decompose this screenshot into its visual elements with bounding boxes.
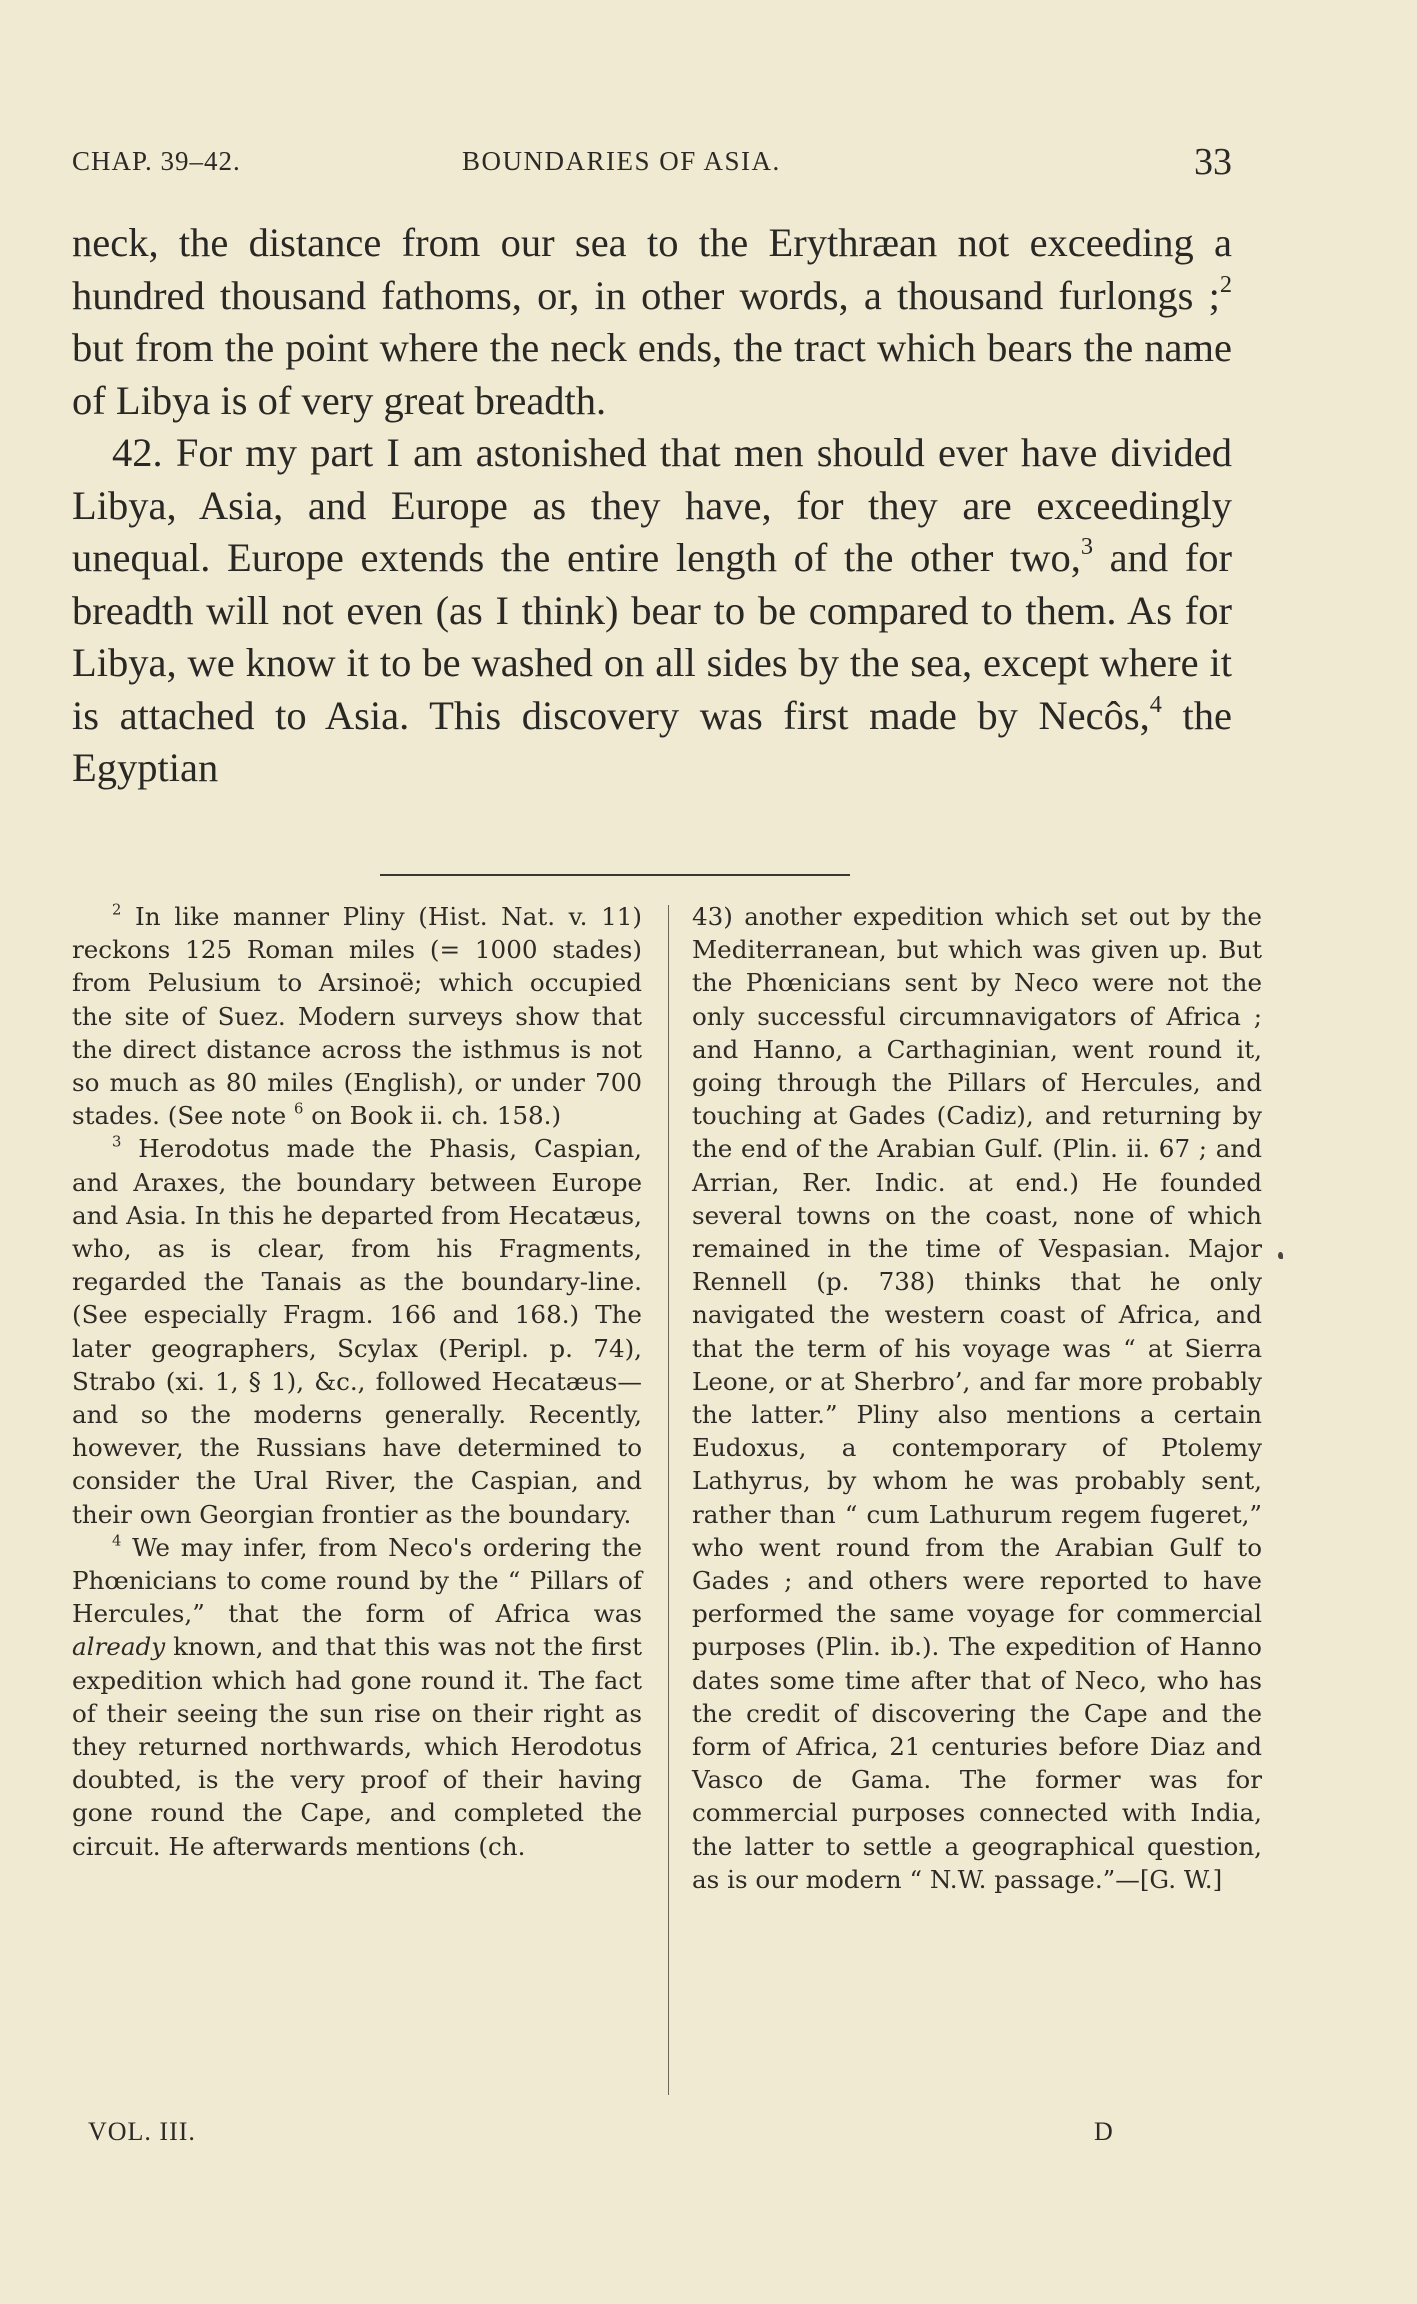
signature-mark: D — [1094, 2117, 1113, 2146]
footnote-ref-2[interactable]: 2 — [1219, 270, 1232, 298]
paragraph-42: 42. For my part I am astonished that men should ever have divided Libya, Asia, and Europe as they have, for they are exceedingly unequal. Europe extends the entire length of the other two,$^3$ and for breadth will not even (as I think) bear to be compared to them. As for Libya, we know it to be washed on all sides by the sea, except where it is attached to Asia. This discovery was first made by Necôs,$^4$ the Egyptian — [72, 430, 1233, 790]
footnotes-right-column — [692, 900, 1262, 1896]
footnote-rule — [380, 874, 850, 876]
footnote-ref-4[interactable]: 4 — [1149, 690, 1162, 718]
volume-label: VOL. III. — [88, 2117, 196, 2146]
running-head — [72, 140, 1232, 183]
footnote-2: $^2$ In like manner Pliny (Hist. Nat. v. 11) reckons 125 Roman miles (= 1000 stades) from Pelusium to Arsinoë; which occupied the site of Suez. Modern surveys show that the direct distance across the isthmus is not so much as 80 miles (English), or under 700 stades. (See note $^6$ on Book ii. ch. 158.) — [72, 901, 642, 1131]
footnotes-left-column — [72, 900, 642, 1863]
margin-mark — [1278, 1252, 1283, 1259]
page-number: 33 — [1194, 141, 1232, 183]
column-divider — [668, 905, 669, 2095]
chapter-reference: CHAP. 39–42. — [72, 146, 241, 176]
page-heading: BOUNDARIES OF ASIA. — [462, 146, 781, 176]
main-text — [72, 217, 1232, 795]
footnote-4-continued: 43) another expedition which set out by the Mediterranean, but which was given up. But the Phœnicians sent by Neco were not the only successful circumnavigators of Africa ; and Hanno, a Carthaginian, went round it, going through the Pillars of Hercules, and touching at Gades (Cadiz), and returning by the end of the Arabian Gulf. (Plin. ii. 67 ; and Arrian, Rer. Indic. at end.) He founded several towns on the coast, none of which remained in the time of Vespasian. Major Rennell (p. 738) thinks that he only navigated the western coast of Africa, and that the term of his voyage was “ at Sierra Leone, or at Sherbro’, and far more probably the latter.” Pliny also mentions a certain Eudoxus, a contemporary of Ptolemy Lathyrus, by whom he was probably sent, rather than “ cum Lathurum regem fugeret,” who went round from the Arabian Gulf to Gades ; and others were reported to have performed the same voyage for commercial purposes (Plin. ib.). The expedition of Hanno dates some time after that of Neco, who has the credit of discovering the Cape and the form of Africa, 21 centuries before Diaz and Vasco de Gama. The former was for commercial purposes connected with India, the latter to settle a geographical question, as is our modern “ N.W. passage.”—[G. W.] — [692, 902, 1262, 1894]
paragraph-neck: neck, the distance from our sea to the Erythræan not exceeding a hundred thousand fathoms, or, in other words, a thousand furlongs ;$^2$ but from the point where the neck ends, the tract which bears the name of Libya is of very great breadth. — [72, 220, 1232, 423]
footnote-ref-3[interactable]: 3 — [1080, 533, 1094, 560]
footnote-3: $^3$ Herodotus made the Phasis, Caspian, and Araxes, the boundary between Europe and Asia. In this he departed from Hecatæus, who, as is clear, from his Fragments, regarded the Tanais as the boundary-line. (See especially Fragm. 166 and 168.) The later geographers, Scylax (Peripl. p. 74), Strabo (xi. 1, § 1), &c., followed Hecatæus—and so the moderns generally. Recently, however, the Russians have determined to consider the Ural River, the Caspian, and their own Georgian frontier as the boundary. — [72, 1134, 642, 1529]
footnote-4: $^4$ We may infer, from Neco's ordering the Phœnicians to come round by the “ Pillars of Hercules,” that the form of Africa was already known, and that this was not the first expedition which had gone round it. The fact of their seeing the sun rise on their right as they returned northwards, which Herodotus doubted, is the very proof of their having gone round the Cape, and completed the circuit. He afterwards mentions (ch. — [72, 1532, 642, 1861]
